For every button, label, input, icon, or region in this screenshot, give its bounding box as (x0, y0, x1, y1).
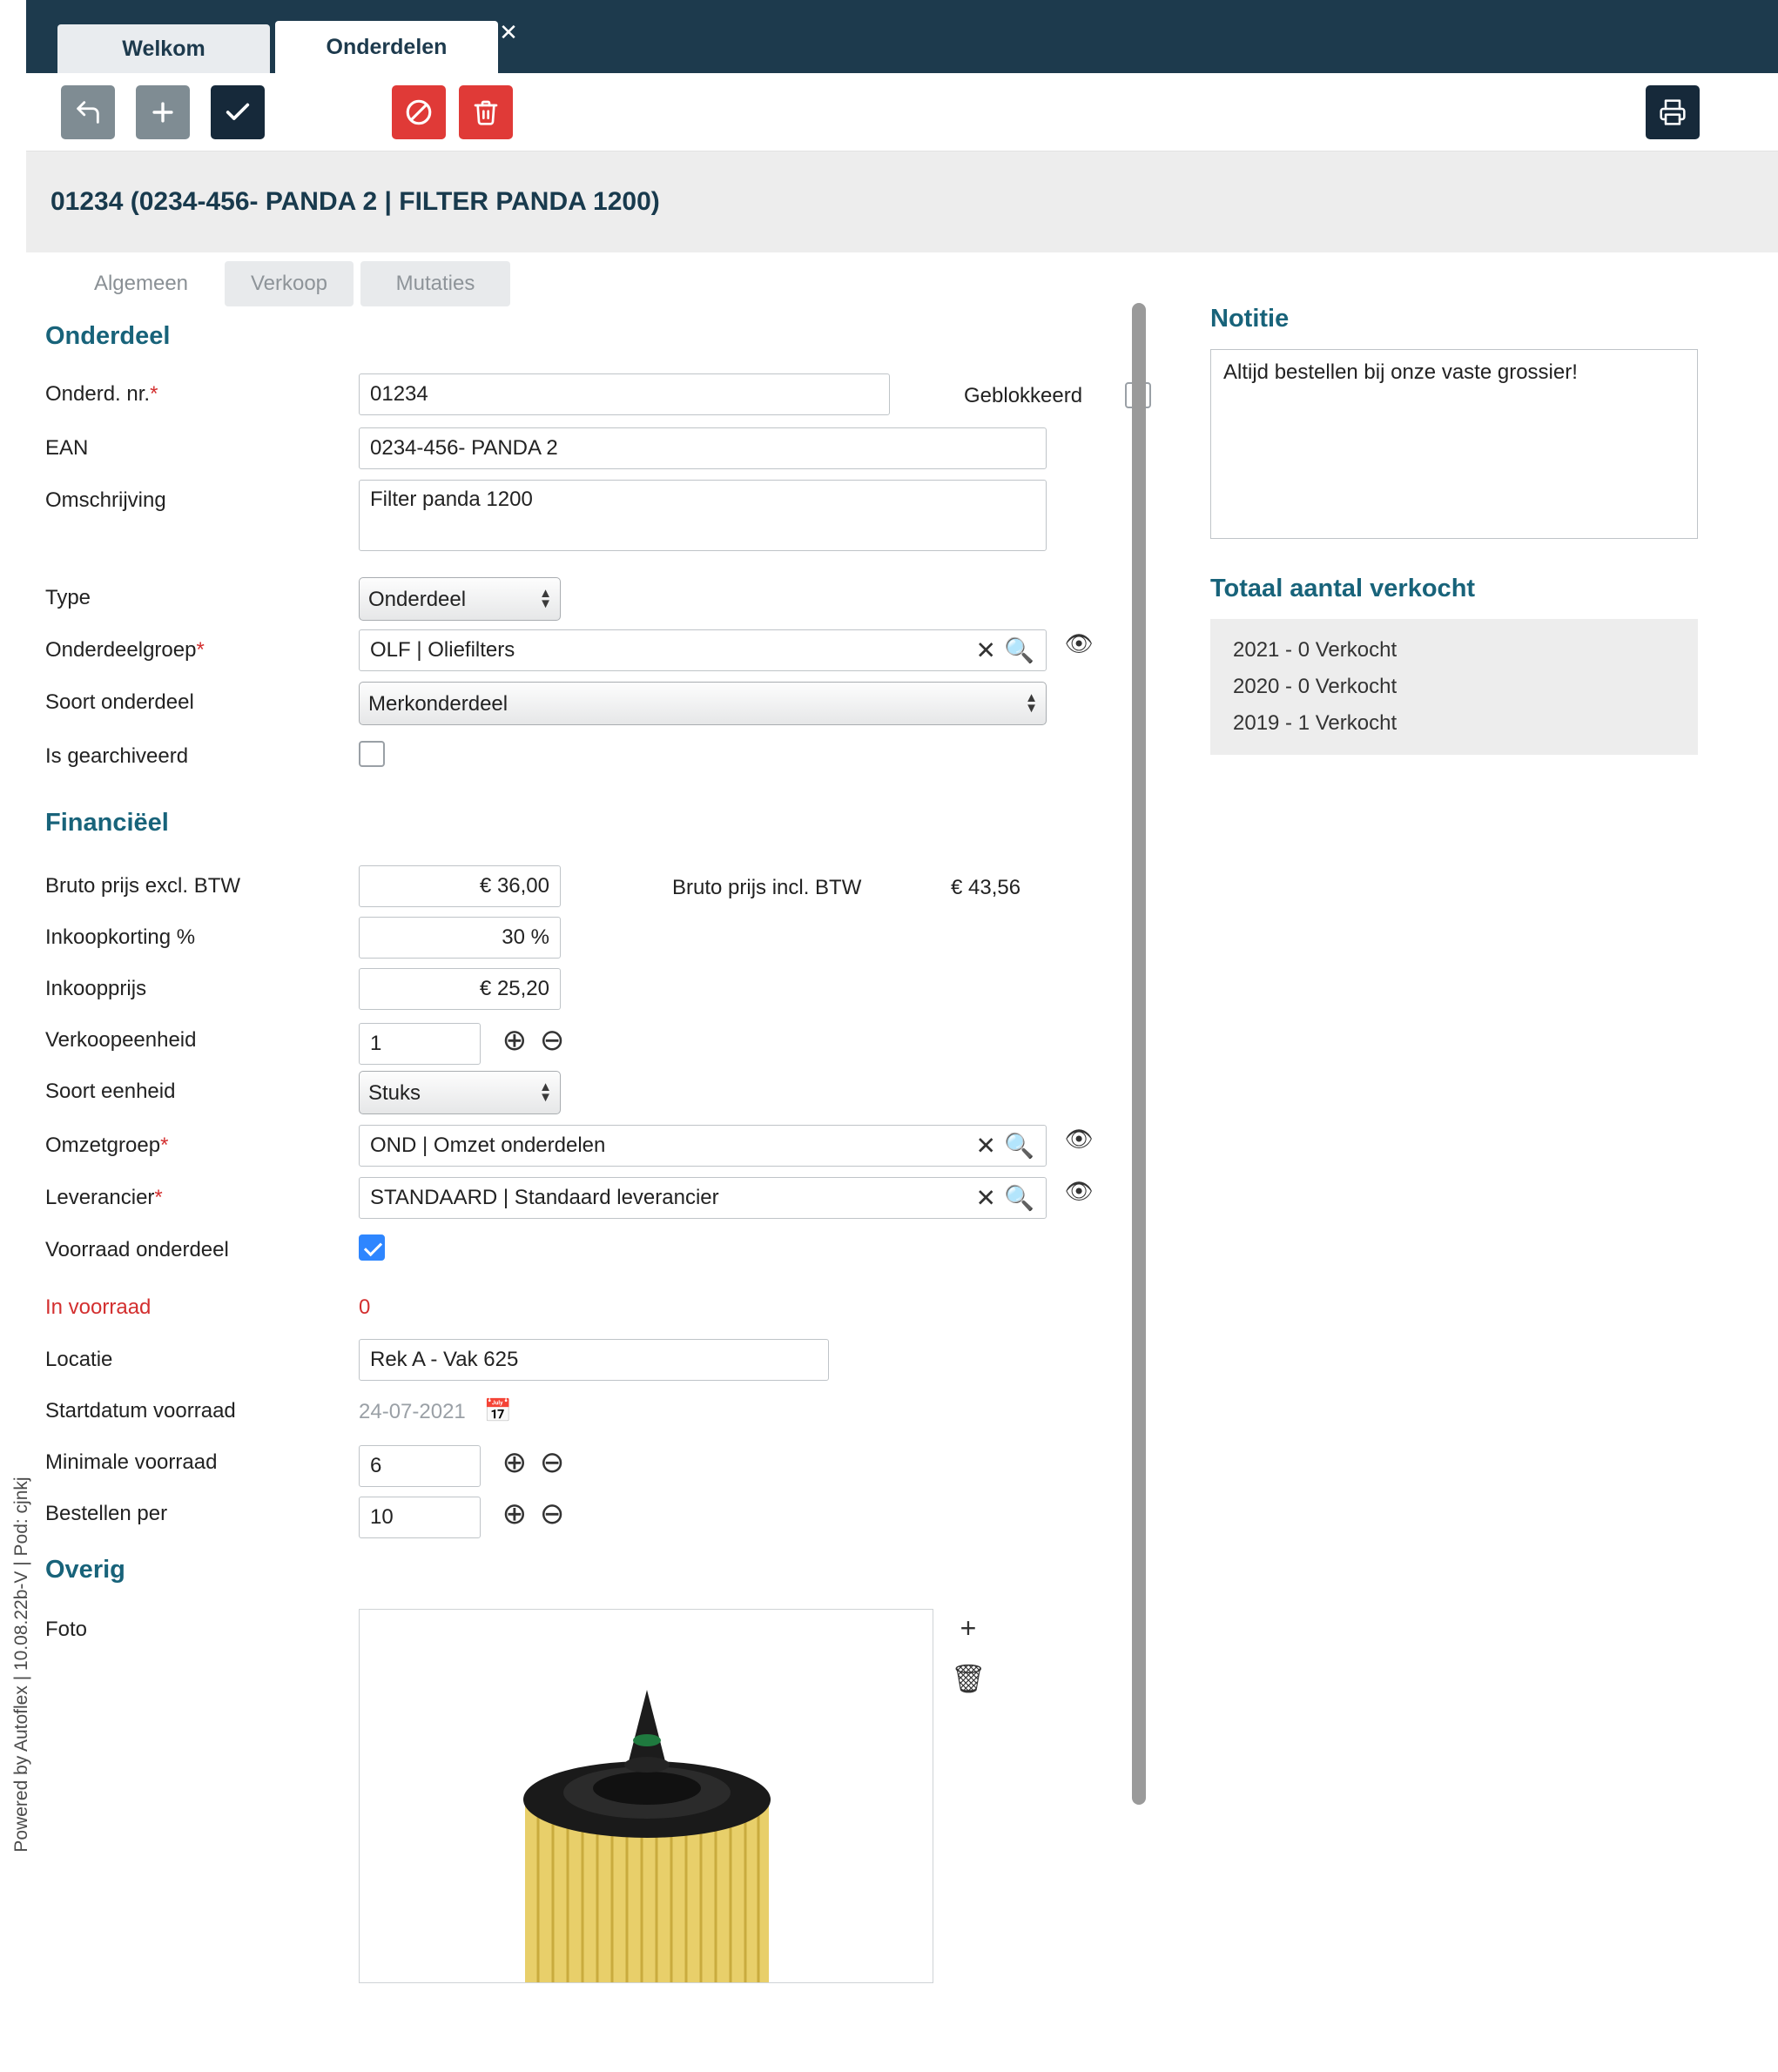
ean-input[interactable] (359, 427, 1047, 469)
field-is-gearchiveerd (45, 736, 1116, 809)
eye-icon[interactable]: 👁 (1064, 1178, 1094, 1204)
subtab-bar (26, 261, 1778, 310)
right-panel (1210, 305, 1707, 755)
in-voorraad-value: 0 (359, 1295, 371, 1319)
tab-algemeen-label: Algemeen (93, 272, 189, 295)
undo-icon[interactable] (61, 85, 115, 139)
field-bruto-excl (45, 865, 1116, 917)
page-title: 01234 (0234-456- PANDA 2 | FILTER PANDA 1200) (51, 187, 660, 216)
field-inkoopkorting (45, 917, 1116, 968)
field-startdatum (45, 1390, 1116, 1442)
section-financieel-title: Financiëel (45, 809, 169, 837)
inkoopkorting-input[interactable] (359, 917, 561, 959)
notitie-textarea[interactable] (1210, 349, 1698, 539)
label-voorraad-onderdeel: Voorraad onderdeel (45, 1238, 229, 1261)
sales-summary-box (1210, 619, 1698, 755)
verkoopeenheid-input[interactable] (359, 1023, 481, 1065)
bruto-excl-input[interactable] (359, 865, 561, 907)
label-verkoopeenheid: Verkoopeenheid (45, 1028, 197, 1052)
label-omschrijving: Omschrijving (45, 488, 166, 512)
label-bestellen-per: Bestellen per (45, 1502, 168, 1525)
field-bestellen-per (45, 1493, 1116, 1556)
label-soort-eenheid: Soort eenheid (45, 1080, 176, 1103)
field-onderdeelgroep (45, 629, 1116, 682)
search-icon[interactable]: 🔍 (1004, 1184, 1034, 1212)
field-leverancier (45, 1177, 1116, 1229)
field-ean (45, 427, 1116, 480)
chevron-updown-icon: ▲ ▼ (539, 1080, 552, 1105)
field-foto (45, 1609, 1116, 1992)
locatie-input[interactable] (359, 1339, 829, 1381)
field-in-voorraad (45, 1287, 1116, 1339)
search-icon[interactable]: 🔍 (1004, 1132, 1034, 1160)
soort-onderdeel-select[interactable] (359, 682, 1047, 725)
trash-icon[interactable] (459, 85, 513, 139)
field-type (45, 577, 1116, 629)
label-leverancier-text: Leverancier (45, 1186, 155, 1209)
label-foto: Foto (45, 1618, 88, 1641)
label-omzetgroep (45, 1134, 168, 1158)
bottom-strip (0, 2060, 1778, 2072)
check-icon[interactable] (211, 85, 265, 139)
type-select[interactable] (359, 577, 561, 621)
required-marker: * (196, 638, 205, 662)
field-verkoopeenheid (45, 1019, 1116, 1071)
window-tabbar (26, 0, 1778, 73)
label-inkoopprijs: Inkoopprijs (45, 977, 147, 1000)
section-onderdeel-title: Onderdeel (45, 322, 171, 350)
label-bruto-incl: Bruto prijs incl. BTW (672, 876, 862, 899)
tab-verkoop-label: Verkoop (250, 272, 328, 295)
footer-branding: Powered by Autoflex | 10.08.22b-V | Pod: cjnkj (11, 1477, 31, 1853)
bestellen-per-decrement-icon[interactable]: ⊖ (539, 1497, 565, 1530)
required-marker: * (150, 382, 158, 406)
clear-icon[interactable]: ✕ (975, 1132, 996, 1160)
required-marker: * (160, 1134, 169, 1157)
tab-verkoop[interactable] (225, 261, 354, 306)
section-overig-title: Overig (45, 1556, 125, 1584)
list-item: 2019 - 1 Verkocht (1233, 711, 1397, 735)
search-icon[interactable]: 🔍 (1004, 636, 1034, 664)
tab-welkom-label: Welkom (122, 36, 205, 61)
record-title-bar (26, 151, 1778, 252)
printer-icon[interactable] (1646, 85, 1700, 139)
leverancier-input[interactable] (359, 1177, 1047, 1219)
tab-algemeen[interactable] (71, 261, 211, 306)
label-in-voorraad: In voorraad (45, 1295, 152, 1319)
main-form (45, 322, 1116, 1992)
onderdeelgroep-input[interactable] (359, 629, 1047, 671)
list-item: 2021 - 0 Verkocht (1233, 638, 1397, 662)
clear-icon[interactable]: ✕ (975, 636, 996, 664)
eye-icon[interactable]: 👁 (1064, 1126, 1094, 1152)
field-locatie (45, 1339, 1116, 1390)
label-onderd-nr-text: Onderd. nr. (45, 382, 151, 406)
is-gearchiveerd-checkbox[interactable] (359, 741, 385, 767)
field-onderd-nr (45, 373, 1116, 427)
label-onderdeelgroep (45, 638, 205, 663)
field-voorraad-onderdeel (45, 1229, 1116, 1287)
calendar-icon[interactable]: 📅 (483, 1397, 512, 1423)
field-soort-eenheid (45, 1071, 1116, 1125)
clear-icon[interactable]: ✕ (975, 1184, 996, 1212)
left-rail (0, 0, 31, 2072)
tab-mutaties[interactable] (360, 261, 510, 306)
startdatum-value[interactable]: 24-07-2021 (359, 1400, 466, 1423)
label-onderd-nr (45, 382, 158, 407)
photo-actions (951, 1612, 986, 1712)
label-locatie: Locatie (45, 1348, 113, 1371)
field-minimale-voorraad (45, 1442, 1116, 1493)
photo-delete-icon[interactable]: 🗑 (951, 1663, 987, 1694)
voorraad-onderdeel-checkbox[interactable] (359, 1234, 385, 1261)
label-is-gearchiveerd: Is gearchiveerd (45, 744, 189, 768)
omschrijving-textarea[interactable] (359, 480, 1047, 551)
label-inkoopkorting: Inkoopkorting % (45, 925, 196, 949)
tab-welkom[interactable] (57, 24, 270, 73)
label-leverancier (45, 1186, 163, 1210)
chevron-updown-icon: ▲ ▼ (1025, 690, 1038, 716)
label-geblokkeerd: Geblokkeerd (964, 384, 1083, 407)
verkoopeenheid-decrement-icon[interactable]: ⊖ (539, 1024, 565, 1057)
notitie-title: Notitie (1210, 305, 1290, 333)
photo-preview[interactable] (359, 1609, 933, 1983)
minimale-voorraad-increment-icon[interactable]: ⊕ (502, 1446, 528, 1479)
list-item: 2020 - 0 Verkocht (1233, 675, 1397, 698)
label-omzetgroep-text: Omzetgroep (45, 1134, 161, 1157)
field-inkoopprijs (45, 968, 1116, 1019)
soort-eenheid-select[interactable] (359, 1071, 561, 1114)
label-minimale-voorraad: Minimale voorraad (45, 1450, 218, 1474)
bestellen-per-input[interactable] (359, 1497, 481, 1538)
label-type: Type (45, 586, 91, 609)
field-omschrijving (45, 480, 1116, 577)
minimale-voorraad-decrement-icon[interactable]: ⊖ (539, 1446, 565, 1479)
required-marker: * (154, 1186, 163, 1209)
label-soort-onderdeel: Soort onderdeel (45, 690, 194, 714)
label-startdatum: Startdatum voorraad (45, 1399, 236, 1423)
toolbar (26, 73, 1778, 151)
bruto-incl-value: € 43,56 (951, 876, 1021, 899)
field-soort-onderdeel (45, 682, 1116, 736)
oil-filter-photo (360, 1610, 933, 1982)
plus-icon[interactable] (136, 85, 190, 139)
omzetgroep-input[interactable] (359, 1125, 1047, 1167)
onderd-nr-input[interactable] (359, 373, 890, 415)
tab-mutaties-label: Mutaties (395, 272, 475, 295)
form-scrollbar-thumb[interactable] (1132, 303, 1146, 1805)
bestellen-per-increment-icon[interactable]: ⊕ (502, 1497, 528, 1530)
close-icon[interactable]: ✕ (499, 19, 518, 45)
label-bruto-excl: Bruto prijs excl. BTW (45, 874, 241, 898)
block-icon[interactable] (392, 85, 446, 139)
label-onderdeelgroep-text: Onderdeelgroep (45, 638, 197, 662)
totaal-verkocht-title: Totaal aantal verkocht (1210, 575, 1476, 602)
chevron-updown-icon: ▲ ▼ (539, 586, 552, 611)
verkoopeenheid-increment-icon[interactable]: ⊕ (502, 1024, 528, 1057)
tab-onderdelen[interactable] (275, 21, 498, 73)
minimale-voorraad-input[interactable] (359, 1445, 481, 1487)
field-omzetgroep (45, 1125, 1116, 1177)
eye-icon[interactable]: 👁 (1064, 630, 1094, 656)
label-ean: EAN (45, 436, 89, 460)
tab-onderdelen-label: Onderdelen (326, 34, 448, 59)
inkoopprijs-input[interactable] (359, 968, 561, 1010)
photo-add-icon[interactable]: + (960, 1612, 977, 1644)
